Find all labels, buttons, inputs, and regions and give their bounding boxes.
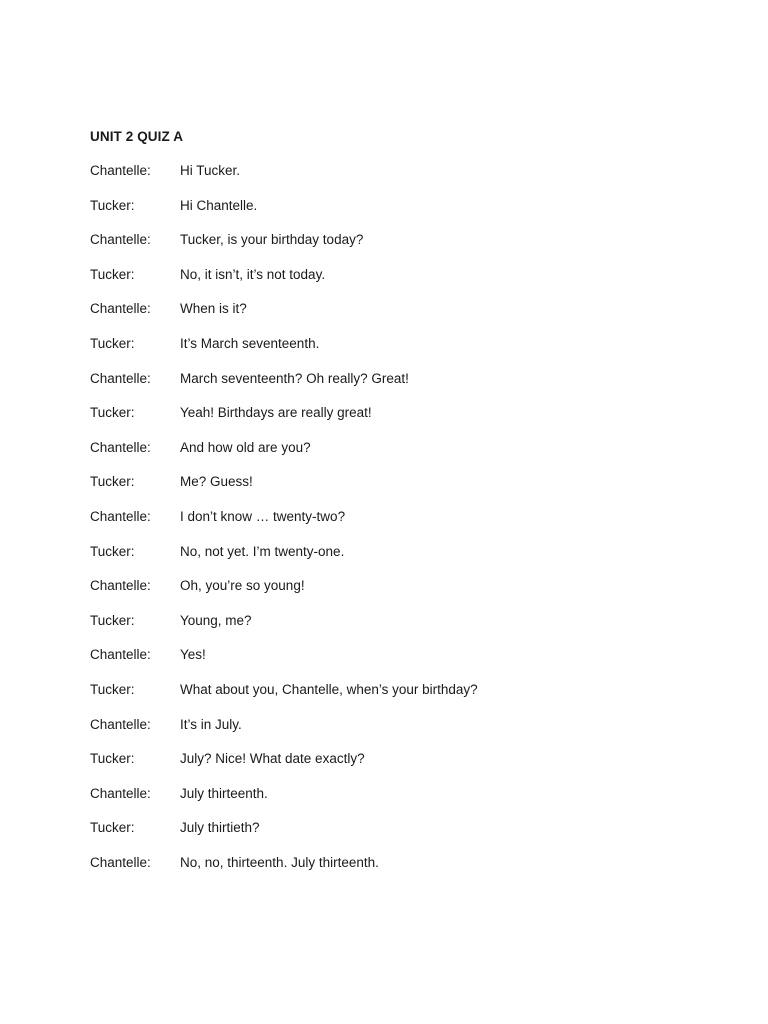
utterance-text: What about you, Chantelle, when’s your birthday? bbox=[180, 681, 478, 697]
utterance-text: Yes! bbox=[180, 647, 206, 663]
speaker-label: Tucker: bbox=[90, 681, 135, 697]
dialogue-line bbox=[90, 613, 710, 648]
speaker-label: Tucker: bbox=[90, 820, 135, 836]
dialogue-line bbox=[90, 820, 710, 855]
speaker-label: Chantelle: bbox=[90, 508, 151, 524]
dialogue-line bbox=[90, 163, 710, 198]
dialogue-line bbox=[90, 578, 710, 613]
utterance-text: Me? Guess! bbox=[180, 474, 253, 490]
utterance-text: July thirtieth? bbox=[180, 820, 260, 836]
speaker-label: Tucker: bbox=[90, 405, 135, 421]
utterance-text: It’s in July. bbox=[180, 716, 242, 732]
dialogue-line bbox=[90, 647, 710, 682]
dialogue-line bbox=[90, 267, 710, 302]
speaker-label: Chantelle: bbox=[90, 785, 151, 801]
speaker-label: Tucker: bbox=[90, 543, 135, 559]
speaker-label: Chantelle: bbox=[90, 578, 151, 594]
utterance-text: When is it? bbox=[180, 301, 247, 317]
dialogue-line bbox=[90, 405, 710, 440]
utterance-text: It’s March seventeenth. bbox=[180, 335, 320, 351]
dialogue-list bbox=[90, 163, 710, 889]
dialogue-line bbox=[90, 371, 710, 406]
utterance-text: No, not yet. I’m twenty-one. bbox=[180, 543, 345, 559]
dialogue-line bbox=[90, 682, 710, 717]
speaker-label: Tucker: bbox=[90, 335, 135, 351]
utterance-text: No, it isn’t, it’s not today. bbox=[180, 266, 326, 282]
utterance-text: July? Nice! What date exactly? bbox=[180, 751, 365, 767]
speaker-label: Chantelle: bbox=[90, 439, 151, 455]
dialogue-line bbox=[90, 855, 710, 890]
utterance-text: Hi Tucker. bbox=[180, 163, 241, 178]
utterance-text: Tucker, is your birthday today? bbox=[180, 232, 364, 248]
speaker-label: Chantelle: bbox=[90, 370, 151, 386]
utterance-text: Oh, you’re so young! bbox=[180, 578, 305, 594]
utterance-text: And how old are you? bbox=[180, 439, 311, 455]
dialogue-line bbox=[90, 751, 710, 786]
utterance-text: No, no, thirteenth. July thirteenth. bbox=[180, 854, 379, 870]
utterance-text: I don’t know … twenty-two? bbox=[180, 508, 346, 524]
dialogue-line bbox=[90, 336, 710, 371]
dialogue-line bbox=[90, 440, 710, 475]
dialogue-line bbox=[90, 544, 710, 579]
speaker-label: Tucker: bbox=[90, 474, 135, 490]
utterance-text: Yeah! Birthdays are really great! bbox=[180, 405, 372, 421]
utterance-text: Young, me? bbox=[180, 612, 252, 628]
speaker-label: Chantelle: bbox=[90, 647, 151, 663]
speaker-label: Tucker: bbox=[90, 266, 135, 282]
speaker-label: Chantelle: bbox=[90, 163, 151, 178]
document-title: UNIT 2 QUIZ A bbox=[90, 129, 184, 144]
dialogue-line bbox=[90, 301, 710, 336]
dialogue-line bbox=[90, 717, 710, 752]
dialogue-line bbox=[90, 198, 710, 233]
utterance-text: March seventeenth? Oh really? Great! bbox=[180, 370, 409, 386]
speaker-label: Chantelle: bbox=[90, 232, 151, 248]
speaker-label: Chantelle: bbox=[90, 854, 151, 870]
dialogue-line bbox=[90, 232, 710, 267]
dialogue-line bbox=[90, 509, 710, 544]
utterance-text: July thirteenth. bbox=[180, 785, 268, 801]
speaker-label: Tucker: bbox=[90, 612, 135, 628]
speaker-label: Chantelle: bbox=[90, 716, 151, 732]
utterance-text: Hi Chantelle. bbox=[180, 197, 258, 213]
speaker-label: Chantelle: bbox=[90, 301, 151, 317]
dialogue-line bbox=[90, 474, 710, 509]
speaker-label: Tucker: bbox=[90, 197, 135, 213]
speaker-label: Tucker: bbox=[90, 751, 135, 767]
dialogue-line bbox=[90, 786, 710, 821]
